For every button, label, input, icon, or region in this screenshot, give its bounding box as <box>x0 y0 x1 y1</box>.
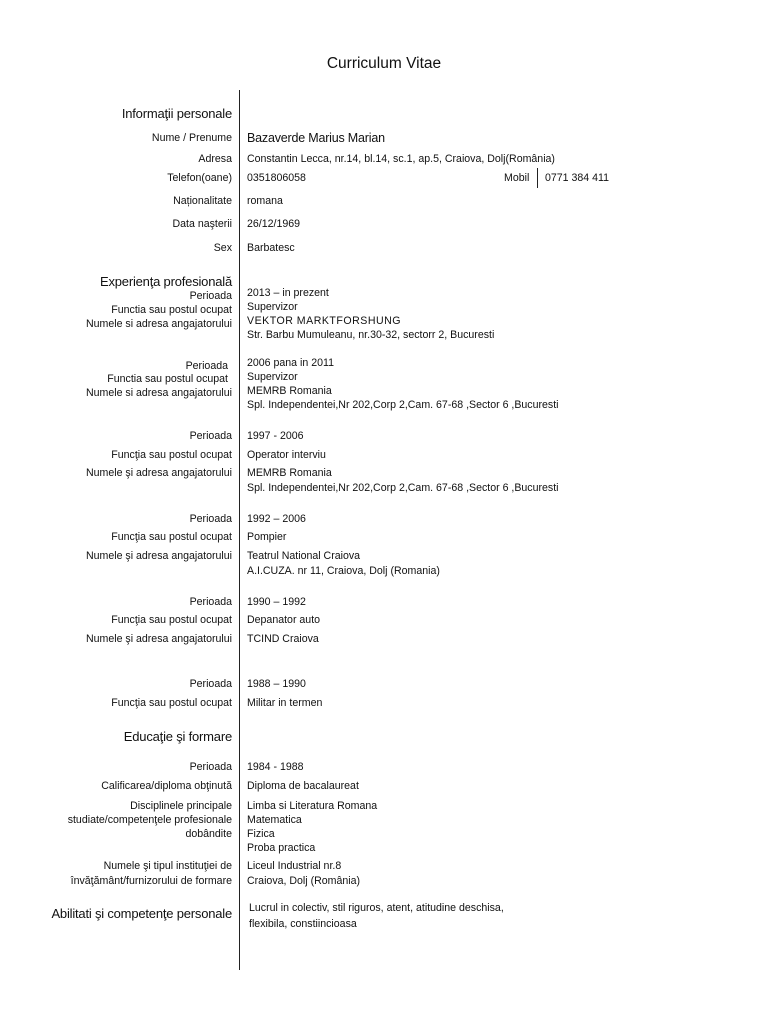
period-label: Perioada <box>189 430 232 442</box>
institution-value <box>247 859 360 889</box>
birth-value: 26/12/1969 <box>247 218 301 230</box>
function-value: Supervizor <box>247 371 298 383</box>
period-label: Perioada <box>189 596 232 608</box>
mobile-label: Mobil <box>504 172 530 184</box>
sex-label: Sex <box>213 242 232 254</box>
employer-address: Spl. Independentei,Nr 202,Corp 2,Cam. 67-68 ,Sector 6 ,Bucuresti <box>247 482 559 494</box>
institution-line: Liceul Industrial nr.8 <box>247 860 342 872</box>
employer-label: Numele şi adresa angajatorului <box>85 550 232 562</box>
period-label: Perioada <box>189 290 232 302</box>
name-value: Bazaverde Marius Marian <box>247 131 385 145</box>
sex-value: Barbatesc <box>247 242 295 254</box>
employer-value: TCIND Craiova <box>247 633 319 645</box>
name-label: Nume / Prenume <box>151 132 232 144</box>
qualification-label: Calificarea/diploma obţinută <box>101 780 232 792</box>
function-value: Pompier <box>247 531 287 543</box>
section-heading-education: Educaţie şi formare <box>123 729 232 744</box>
page-title: Curriculum Vitae <box>326 55 442 72</box>
subjects-label <box>68 799 232 841</box>
function-label: Funcţia sau postul ocupat <box>111 531 232 543</box>
subjects-label-line: studiate/competenţele profesionale <box>67 814 232 826</box>
employer-label: Numele si adresa angajatorului <box>85 318 232 330</box>
function-label: Funcţia sau postul ocupat <box>111 697 232 709</box>
employer-address: Str. Barbu Mumuleanu, nr.30-32, sectorr 2, Bucuresti <box>247 329 495 341</box>
period-value: 2006 pana in 2011 <box>247 357 334 369</box>
skills-text <box>249 900 504 932</box>
column-divider <box>239 90 240 970</box>
subject-item: Matematica <box>247 814 302 826</box>
period-value: 1992 – 2006 <box>247 513 306 525</box>
period-value: 1988 – 1990 <box>247 678 306 690</box>
subjects-label-line: Disciplinele principale <box>130 800 232 812</box>
employer-value: MEMRB Romania <box>247 467 332 479</box>
birth-label: Data naşterii <box>172 218 232 230</box>
subjects-label-line: dobândite <box>185 828 232 840</box>
function-value: Supervizor <box>247 301 298 313</box>
period-label: Perioada <box>189 513 232 525</box>
function-label: Functia sau postul ocupat <box>111 304 232 316</box>
institution-label <box>71 859 232 889</box>
phone-value: 0351806058 <box>247 172 306 184</box>
period-value: 1984 - 1988 <box>247 761 304 773</box>
period-value: 1990 – 1992 <box>247 596 306 608</box>
section-heading-personal: Informaţii personale <box>121 106 232 121</box>
subject-item: Proba practica <box>247 842 316 854</box>
address-label: Adresa <box>198 153 232 165</box>
subjects-list <box>247 799 377 855</box>
mobile-separator <box>537 168 538 188</box>
period-label: Perioada <box>185 360 228 372</box>
employer-address: A.I.CUZA. nr 11, Craiova, Dolj (Romania) <box>247 565 440 577</box>
employer-value: MEMRB Romania <box>247 385 332 397</box>
institution-label-line: Numele şi tipul instituţiei de <box>103 860 232 872</box>
function-value: Militar in termen <box>247 697 323 709</box>
employer-label: Numele şi adresa angajatorului <box>85 633 232 645</box>
period-value: 1997 - 2006 <box>247 430 304 442</box>
employer-value: Teatrul National Craiova <box>247 550 361 562</box>
address-value: Constantin Lecca, nr.14, bl.14, sc.1, ap.5, Craiova, Dolj(România) <box>247 153 555 165</box>
employer-label: Numele si adresa angajatorului <box>85 387 232 399</box>
function-label: Funcţia sau postul ocupat <box>111 449 232 461</box>
subject-item: Fizica <box>247 828 275 840</box>
function-value: Operator interviu <box>247 449 326 461</box>
section-heading-experience: Experienţa profesională <box>100 274 232 289</box>
phone-label: Telefon(oane) <box>167 172 232 184</box>
nationality-label: Naționalitate <box>173 195 232 207</box>
employer-value: VEKTOR MARKTFORSHUNG <box>247 315 402 327</box>
function-label: Functia sau postul ocupat <box>107 373 228 385</box>
skills-line: flexibila, constiincioasa <box>249 918 357 930</box>
function-label: Funcţia sau postul ocupat <box>111 614 232 626</box>
qualification-value: Diploma de bacalaureat <box>247 780 359 792</box>
period-label: Perioada <box>189 761 232 773</box>
employer-address: Spl. Independentei,Nr 202,Corp 2,Cam. 67-68 ,Sector 6 ,Bucuresti <box>247 399 559 411</box>
period-label: Perioada <box>189 678 232 690</box>
employer-label: Numele şi adresa angajatorului <box>85 467 232 479</box>
period-value: 2013 – in prezent <box>247 287 329 299</box>
function-value: Depanator auto <box>247 614 321 626</box>
nationality-value: romana <box>247 195 283 207</box>
subject-item: Limba si Literatura Romana <box>247 800 378 812</box>
institution-line: Craiova, Dolj (România) <box>247 875 361 887</box>
institution-label-line: învăţământ/furnizorului de formare <box>70 875 232 887</box>
section-heading-skills: Abilitati şi competenţe personale <box>51 906 232 921</box>
mobile-value: 0771 384 411 <box>545 172 610 184</box>
skills-line: Lucrul in colectiv, stil riguros, atent, atitudine deschisa, <box>249 902 504 914</box>
